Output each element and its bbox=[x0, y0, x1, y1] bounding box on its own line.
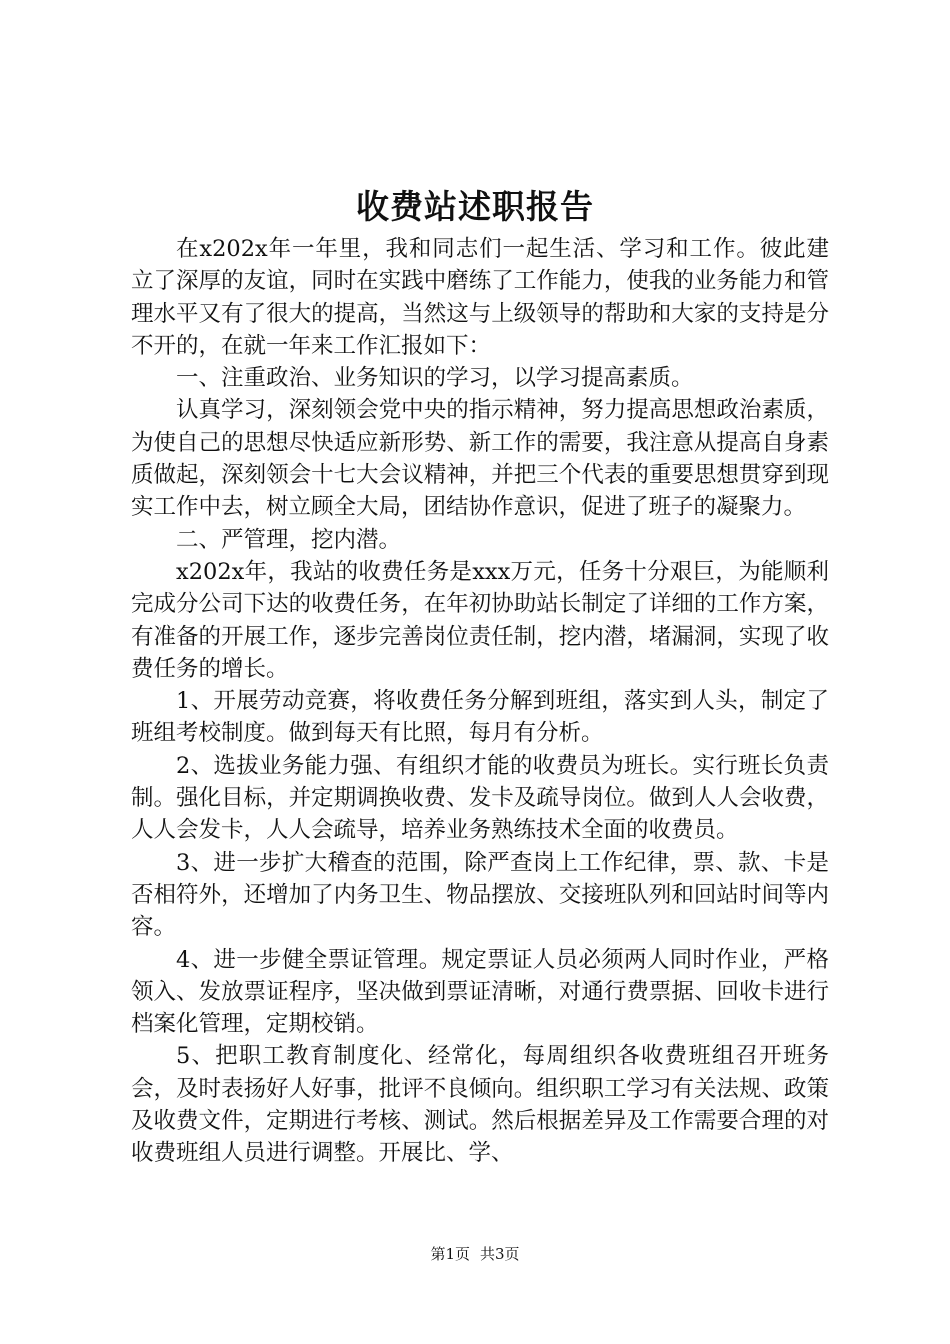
page-total: 共3页 bbox=[480, 1245, 520, 1263]
page-footer bbox=[0, 1244, 950, 1264]
list-item: 3、进一步扩大稽查的范围，除严查岗上工作纪律，票、款、卡是否相符外，还增加了内务卫生、物品摆放、交接班队列和回站时间等内容。 bbox=[131, 849, 829, 941]
document-body bbox=[131, 233, 829, 1170]
section-heading: 一、注重政治、业务知识的学习，以学习提高素质。 bbox=[176, 365, 694, 392]
paragraph: 认真学习，深刻领会党中央的指示精神，努力提高思想政治素质，为使自己的思想尽快适应新形势、新工作的需要，我注意从提高自身素质做起，深刻领会十七大会议精神，并把三个代表的重要思想贯穿到现实工作中去，树立顾全大局，团结协作意识，促进了班子的凝聚力。 bbox=[131, 397, 829, 521]
paragraph: 在x202x年一年里，我和同志们一起生活、学习和工作。彼此建立了深厚的友谊，同时在实践中磨练了工作能力，使我的业务能力和管理水平又有了很大的提高，当然这与上级领导的帮助和大家的支持是分不开的，在就一年来工作汇报如下： bbox=[131, 236, 829, 359]
page-number: 第1页 bbox=[430, 1245, 470, 1263]
list-item: 5、把职工教育制度化、经常化，每周组织各收费班组召开班务会，及时表扬好人好事，批评不良倾向。组织职工学习有关法规、政策及收费文件，定期进行考核、测试。然后根据差异及工作需要合理的对收费班组人员进行调整。开展比、学、 bbox=[131, 1043, 829, 1167]
paragraph: x202x年，我站的收费任务是xxx万元，任务十分艰巨，为能顺利完成分公司下达的收费任务，在年初协助站长制定了详细的工作方案，有准备的开展工作，逐步完善岗位责任制，挖内潜，堵漏洞，实现了收费任务的增长。 bbox=[131, 558, 829, 682]
list-item: 4、进一步健全票证管理。规定票证人员必须两人同时作业，严格领入、发放票证程序，坚决做到票证清晰，对通行费票据、回收卡进行档案化管理，定期校销。 bbox=[131, 946, 829, 1038]
document-title: 收费站述职报告 bbox=[356, 187, 594, 226]
list-item: 1、开展劳动竞赛，将收费任务分解到班组，落实到人头，制定了班组考校制度。做到每天有比照，每月有分析。 bbox=[131, 688, 829, 747]
section-heading: 二、严管理，挖内潜。 bbox=[176, 526, 402, 553]
list-item: 2、选拔业务能力强、有组织才能的收费员为班长。实行班长负责制。强化目标，并定期调换收费、发卡及疏导岗位。做到人人会收费，人人会发卡，人人会疏导，培养业务熟练技术全面的收费员。 bbox=[131, 752, 829, 844]
